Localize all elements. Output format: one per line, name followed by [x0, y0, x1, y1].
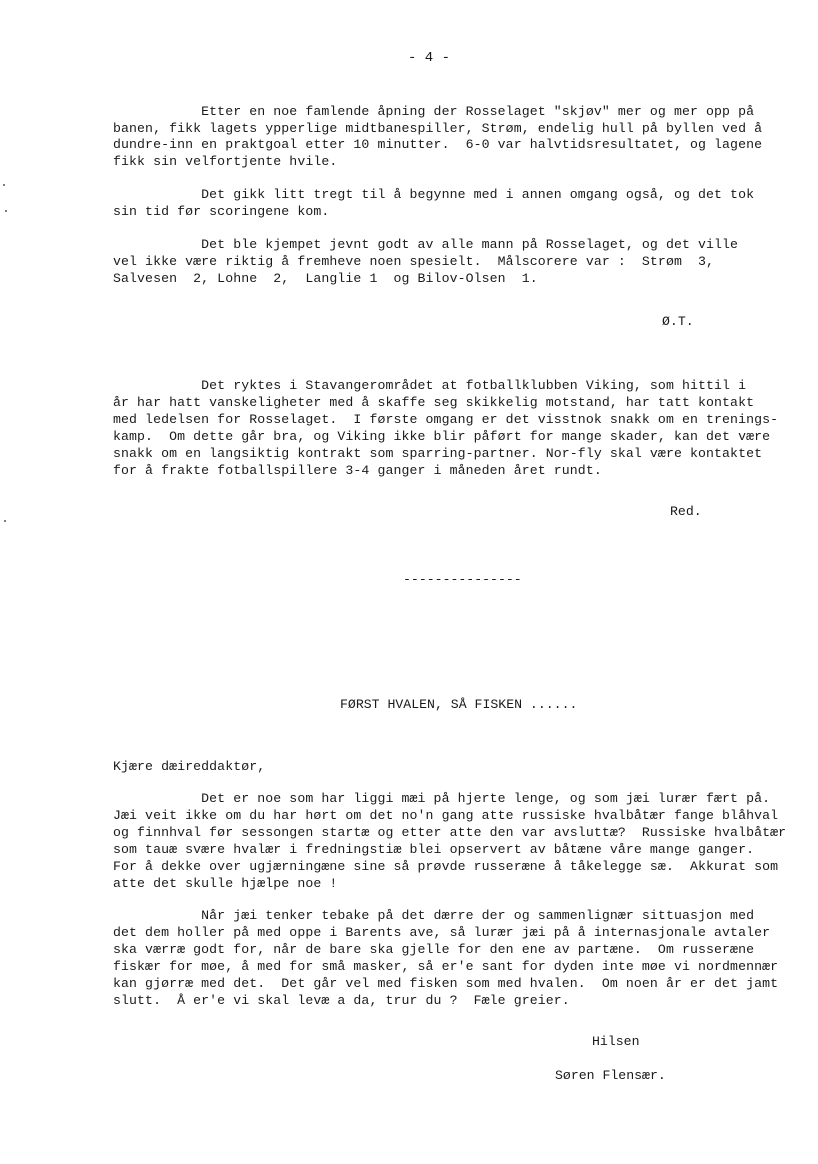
scan-speck: [5, 210, 7, 212]
letter-paragraph-1-line: Jæi veit ikke om du har hørt om det no'n gang atte russiske hvalbåtær fange blåhval: [113, 808, 779, 823]
article-2-line: Det gikk litt tregt til å begynne med i annen omgang også, og det tok: [113, 187, 755, 202]
letter-paragraph-2-line: kan gjørræ med det. Det går vel med fisken som med hvalen. Om noen år er det jamt: [113, 976, 779, 991]
article-4-line: kamp. Om dette går bra, og Viking ikke blir påført for mange skader, kan det være: [113, 429, 771, 444]
letter-paragraph-1-line: For å dekke over ugjærningæne sine så prøvde russeræne å tåkelegge sæ. Akkurat som: [113, 859, 779, 874]
letter-heading: FØRST HVALEN, SÅ FISKEN ......: [340, 697, 578, 712]
article-4-line: for å frakte fotballspillere 3-4 ganger i måneden året rundt.: [113, 463, 602, 478]
article-1-line: fikk sin velfortjente hvile.: [113, 154, 338, 169]
letter-paragraph-2-line: slutt. Å er'e vi skal levæ a da, trur du ? Fæle greier.: [113, 993, 570, 1008]
letter-paragraph-2-line: Når jæi tenker tebake på det dærre der og sammenlignær sittuasjon med: [113, 908, 755, 923]
letter-salutation: Kjære dæireddaktør,: [113, 759, 266, 774]
article-1-line: Etter en noe famlende åpning der Rosselaget "skjøv" mer og mer opp på: [113, 104, 755, 119]
article-3-line: Salvesen 2, Lohne 2, Langlie 1 og Bilov-Olsen 1.: [113, 271, 538, 286]
letter-signature: Søren Flensær.: [555, 1068, 666, 1083]
letter-paragraph-2-line: ska værræ godt for, når de bare ska gjelle for den ene av partæne. Om russeræne: [113, 942, 755, 957]
article-1-line: banen, fikk lagets ypperlige midtbanespiller, Strøm, endelig hull på byllen ved å: [113, 121, 763, 136]
article-1-line: dundre-inn en praktgoal etter 10 minutter. 6-0 var halvtidsresultatet, og lagene: [113, 137, 763, 152]
article-4-line: år har hatt vanskeligheter med å skaffe seg skikkelig motstand, har tatt kontakt: [113, 395, 755, 410]
article-4-signature: Red.: [670, 504, 702, 519]
article-4-line: med ledelsen for Rosselaget. I første omgang er det visstnok snakk om en trenings-: [113, 412, 779, 427]
scan-speck: [4, 520, 6, 522]
article-4-line: Det ryktes i Stavangerområdet at fotballklubben Viking, som hittil i: [113, 378, 747, 393]
letter-paragraph-1-line: som tauæ svære hvalær i fredningstiæ blei opservert av båtæne våre mange ganger.: [113, 842, 755, 857]
letter-paragraph-1-line: atte det skulle hjælpe noe !: [113, 876, 338, 891]
article-3-signature: Ø.T.: [662, 314, 694, 329]
scan-speck: [3, 184, 5, 186]
article-3-line: Det ble kjempet jevnt godt av alle mann på Rosselaget, og det ville: [113, 237, 739, 252]
page-number: - 4 -: [408, 50, 451, 66]
letter-paragraph-1-line: Det er noe som har liggi mæi på hjerte lenge, og som jæi lurær fært på.: [113, 791, 771, 806]
letter-paragraph-2-line: fiskær for møe, å med for små masker, så er'e sant for dyden inte møe vi nordmennær: [113, 959, 779, 974]
article-2-line: sin tid før scoringene kom.: [113, 204, 330, 219]
article-3-line: vel ikke være riktig å fremheve noen spesielt. Målscorere var : Strøm 3,: [113, 254, 715, 269]
letter-paragraph-1-line: og finnhval før sessongen startæ og etter atte den var avsluttæ? Russiske hvalbåtær: [113, 825, 787, 840]
section-divider: ---------------: [403, 572, 522, 587]
letter-closing: Hilsen: [592, 1034, 640, 1049]
letter-paragraph-2-line: det dem holler på med oppe i Barents ave, så lurær jæi på å internasjonale avtaler: [113, 925, 771, 940]
article-4-line: snakk om en langsiktig kontrakt som sparring-partner. Nor-fly skal være kontaktet: [113, 446, 763, 461]
